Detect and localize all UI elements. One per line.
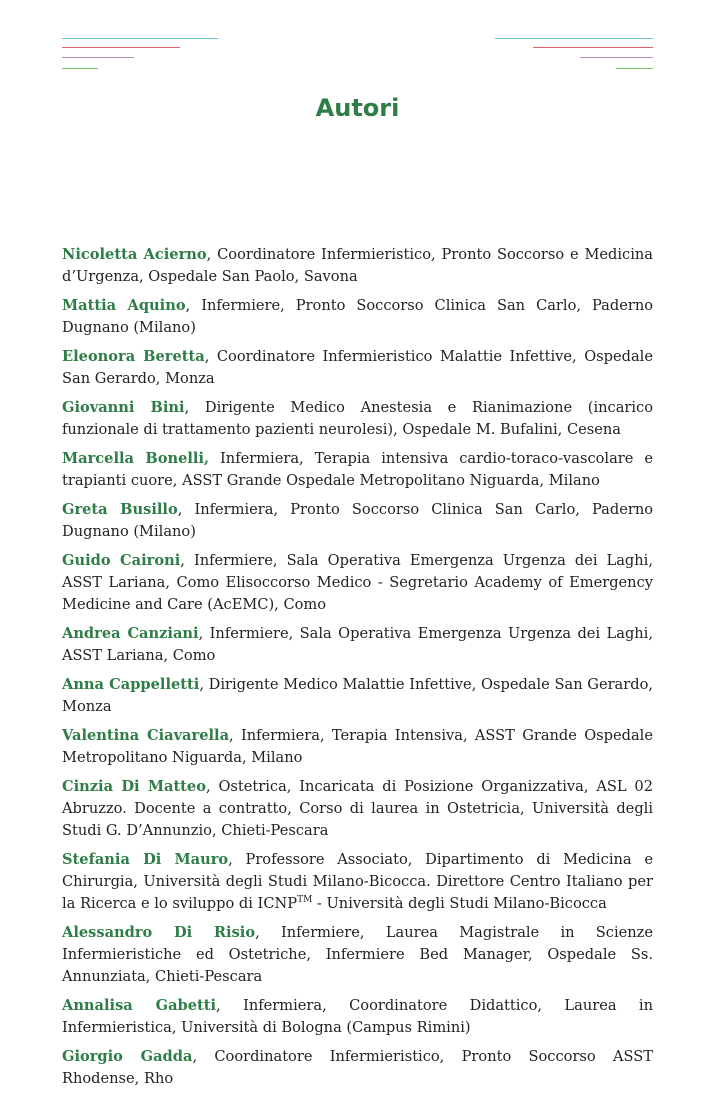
rule-red-right [533,47,653,48]
author-affiliation-tail: - Università degli Studi Milano-Bicocca [312,895,607,912]
author-name: Marcella Bonelli, [62,450,210,467]
author-name: Anna Cappelletti [62,676,200,693]
rule-red-left [62,47,180,48]
rule-green-left [62,68,98,69]
trademark-superscript: TM [297,895,313,906]
author-entry [62,244,653,288]
author-affiliation: , Dirigente Medico Malattie Infettive, Ospedale San Gerardo, Monza [62,676,653,715]
author-entry [62,674,653,718]
author-name: Eleonora Beretta [62,348,205,365]
author-entry [62,995,653,1039]
author-name: Giovanni Bini [62,399,185,416]
author-entry [62,776,653,842]
author-name: Guido Caironi [62,552,181,569]
author-entry [62,397,653,441]
page-title: Autori [315,94,400,122]
author-name: Annalisa Gabetti [62,997,217,1014]
rule-teal-right [495,38,653,39]
author-affiliation: Infermiera, Terapia intensiva cardio-toraco-vascolare e trapianti cuore, ASST Grande Ospedale Metropolitano Niguarda, Milano [62,450,653,489]
author-entry [62,849,653,915]
author-affiliation: , Infermiere, Pronto Soccorso Clinica San Carlo, Paderno Dugnano (Milano) [62,297,653,336]
rule-teal-left [62,38,218,39]
author-affiliation: , Coordinatore Infermieristico Malattie Infettive, Ospedale San Gerardo, Monza [62,348,653,387]
rule-purple-right [580,57,653,58]
author-name: Greta Busillo [62,501,178,518]
author-name: Alessandro Di Risio [62,924,256,941]
author-name: Mattia Aquino [62,297,186,314]
author-name: Andrea Canziani [62,625,199,642]
author-affiliation: , Infermiere, Laurea Magistrale in Scienze Infermieristiche ed Ostetriche, Infermiere Bed Manager, Ospedale Ss. Annunziata, Chieti-Pescara [62,924,653,985]
author-affiliation: , Infermiere, Sala Operativa Emergenza Urgenza dei Laghi, ASST Lariana, Como [62,625,653,664]
author-name: Stefania Di Mauro [62,851,229,868]
author-list [62,244,653,1097]
author-entry [62,499,653,543]
rule-purple-left [62,57,134,58]
author-entry [62,346,653,390]
author-entry [62,550,653,616]
author-entry [62,448,653,492]
author-affiliation: , Professore Associato, Dipartimento di Medicina e Chirurgia, Università degli Studi Milano-Bicocca. Direttore Centro Italiano per la Ricerca e lo sviluppo di ICNP [62,851,653,912]
author-affiliation: , Infermiera, Terapia Intensiva, ASST Grande Ospedale Metropolitano Niguarda, Milano [62,727,653,766]
author-affiliation: , Coordinatore Infermieristico, Pronto Soccorso ASST Rhodense, Rho [62,1048,653,1087]
author-affiliation: , Coordinatore Infermieristico, Pronto Soccorso e Medicina d’Urgenza, Ospedale San Paolo, Savona [62,246,653,285]
rule-green-right [616,68,653,69]
author-affiliation: , Infermiera, Pronto Soccorso Clinica San Carlo, Paderno Dugnano (Milano) [62,501,653,540]
author-entry [62,922,653,988]
author-entry [62,295,653,339]
author-affiliation: , Infermiere, Sala Operativa Emergenza Urgenza dei Laghi, ASST Lariana, Como Elisoccorso Medico - Segretario Academy of Emergency Medicine and Care (AcEMC), Como [62,552,653,613]
author-affiliation: , Dirigente Medico Anestesia e Rianimazione (incarico funzionale di trattamento pazienti neurolesi), Ospedale M. Bufalini, Cesena [62,399,653,438]
author-entry [62,725,653,769]
author-entry [62,1046,653,1090]
author-entry [62,623,653,667]
author-affiliation: , Ostetrica, Incaricata di Posizione Organizzativa, ASL 02 Abruzzo. Docente a contratto, Corso di laurea in Ostetricia, Università degli Studi G. D’Annunzio, Chieti-Pescara [62,778,654,839]
author-name: Valentina Ciavarella [62,727,230,744]
author-name: Giorgio Gadda [62,1048,193,1065]
author-affiliation: , Infermiera, Coordinatore Didattico, Laurea in Infermieristica, Università di Bologna (Campus Rimini) [62,997,653,1036]
author-name: Cinzia Di Matteo [62,778,206,795]
author-name: Nicoletta Acierno [62,246,207,263]
